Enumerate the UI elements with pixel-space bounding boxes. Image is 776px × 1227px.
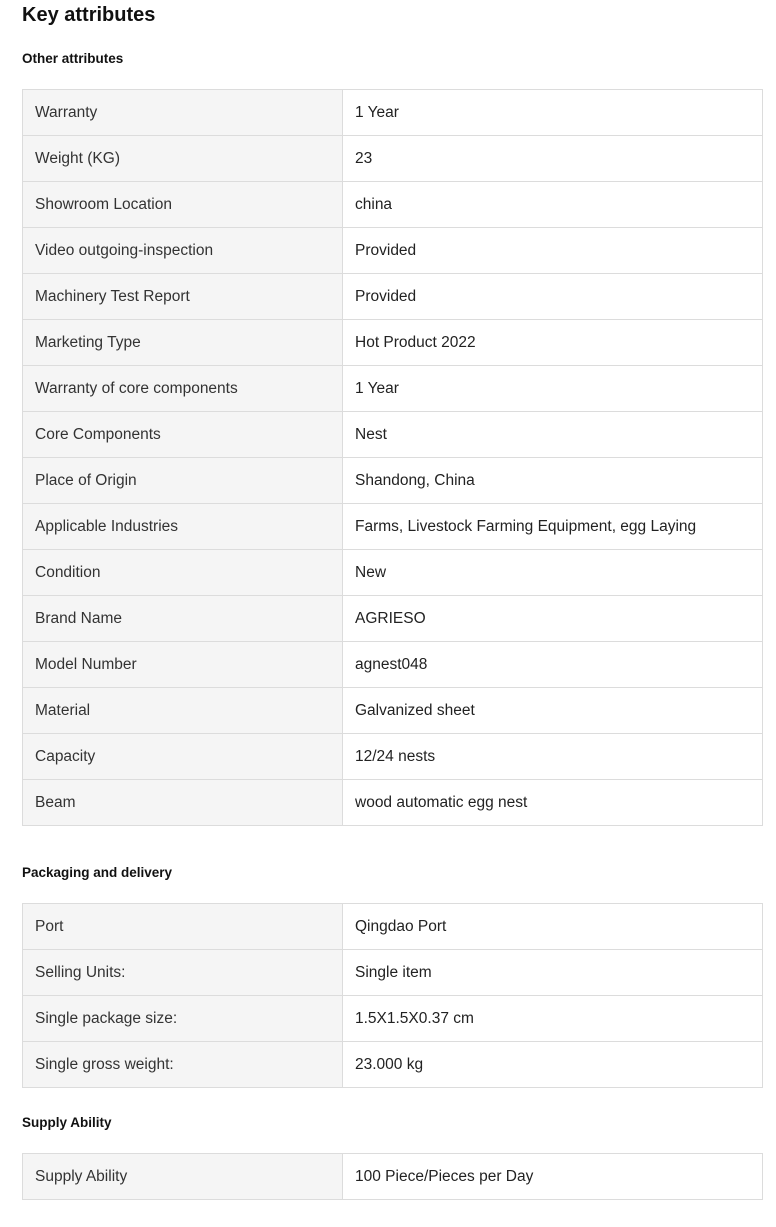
table-row bbox=[23, 228, 763, 274]
attribute-name: Single gross weight: bbox=[23, 1042, 343, 1088]
attributes-table-packaging-and-delivery bbox=[22, 903, 763, 1088]
attribute-name: Warranty of core components bbox=[23, 366, 343, 412]
attribute-name: Model Number bbox=[23, 642, 343, 688]
table-row bbox=[23, 366, 763, 412]
attributes-table-supply-ability bbox=[22, 1153, 763, 1200]
attribute-value: 1 Year bbox=[343, 90, 763, 136]
attribute-value: Nest bbox=[343, 412, 763, 458]
attribute-value: Shandong, China bbox=[343, 458, 763, 504]
attribute-name: Supply Ability bbox=[23, 1154, 343, 1200]
attribute-name: Applicable Industries bbox=[23, 504, 343, 550]
attribute-name: Brand Name bbox=[23, 596, 343, 642]
table-row bbox=[23, 780, 763, 826]
attribute-value: Single item bbox=[343, 950, 763, 996]
attribute-value: 12/24 nests bbox=[343, 734, 763, 780]
attribute-value: 1 Year bbox=[343, 366, 763, 412]
section-title-supply-ability: Supply Ability bbox=[22, 1115, 112, 1130]
attributes-table-other-attributes bbox=[22, 89, 763, 826]
attribute-value: Provided bbox=[343, 274, 763, 320]
table-row bbox=[23, 950, 763, 996]
attribute-value: 23 bbox=[343, 136, 763, 182]
section-title-other-attributes: Other attributes bbox=[22, 51, 124, 66]
attribute-name: Weight (KG) bbox=[23, 136, 343, 182]
attribute-name: Single package size: bbox=[23, 996, 343, 1042]
attribute-name: Showroom Location bbox=[23, 182, 343, 228]
table-row bbox=[23, 596, 763, 642]
attribute-value: 100 Piece/Pieces per Day bbox=[343, 1154, 763, 1200]
attribute-name: Warranty bbox=[23, 90, 343, 136]
attribute-name: Marketing Type bbox=[23, 320, 343, 366]
attribute-value: Provided bbox=[343, 228, 763, 274]
table-row bbox=[23, 182, 763, 228]
attribute-name: Machinery Test Report bbox=[23, 274, 343, 320]
table-row bbox=[23, 320, 763, 366]
attribute-name: Selling Units: bbox=[23, 950, 343, 996]
table-row bbox=[23, 136, 763, 182]
attribute-value: AGRIESO bbox=[343, 596, 763, 642]
attribute-name: Core Components bbox=[23, 412, 343, 458]
attribute-value: agnest048 bbox=[343, 642, 763, 688]
attribute-value: 23.000 kg bbox=[343, 1042, 763, 1088]
table-row bbox=[23, 904, 763, 950]
attribute-value: wood automatic egg nest bbox=[343, 780, 763, 826]
attribute-value: Hot Product 2022 bbox=[343, 320, 763, 366]
table-row bbox=[23, 734, 763, 780]
table-row bbox=[23, 504, 763, 550]
attribute-value: Farms, Livestock Farming Equipment, egg Laying bbox=[343, 504, 763, 550]
table-row bbox=[23, 996, 763, 1042]
attribute-name: Capacity bbox=[23, 734, 343, 780]
table-row bbox=[23, 642, 763, 688]
table-row bbox=[23, 688, 763, 734]
attribute-name: Material bbox=[23, 688, 343, 734]
page-title: Key attributes bbox=[22, 4, 156, 26]
attribute-value: Galvanized sheet bbox=[343, 688, 763, 734]
table-row bbox=[23, 274, 763, 320]
attribute-name: Video outgoing-inspection bbox=[23, 228, 343, 274]
table-row bbox=[23, 458, 763, 504]
attribute-name: Condition bbox=[23, 550, 343, 596]
attribute-value: china bbox=[343, 182, 763, 228]
attribute-name: Place of Origin bbox=[23, 458, 343, 504]
table-row bbox=[23, 550, 763, 596]
attribute-value: New bbox=[343, 550, 763, 596]
attribute-name: Beam bbox=[23, 780, 343, 826]
table-row bbox=[23, 1042, 763, 1088]
attribute-name: Port bbox=[23, 904, 343, 950]
section-title-packaging-and-delivery: Packaging and delivery bbox=[22, 865, 173, 880]
table-row bbox=[23, 90, 763, 136]
table-row bbox=[23, 412, 763, 458]
table-row bbox=[23, 1154, 763, 1200]
attribute-value: Qingdao Port bbox=[343, 904, 763, 950]
attribute-value: 1.5X1.5X0.37 cm bbox=[343, 996, 763, 1042]
